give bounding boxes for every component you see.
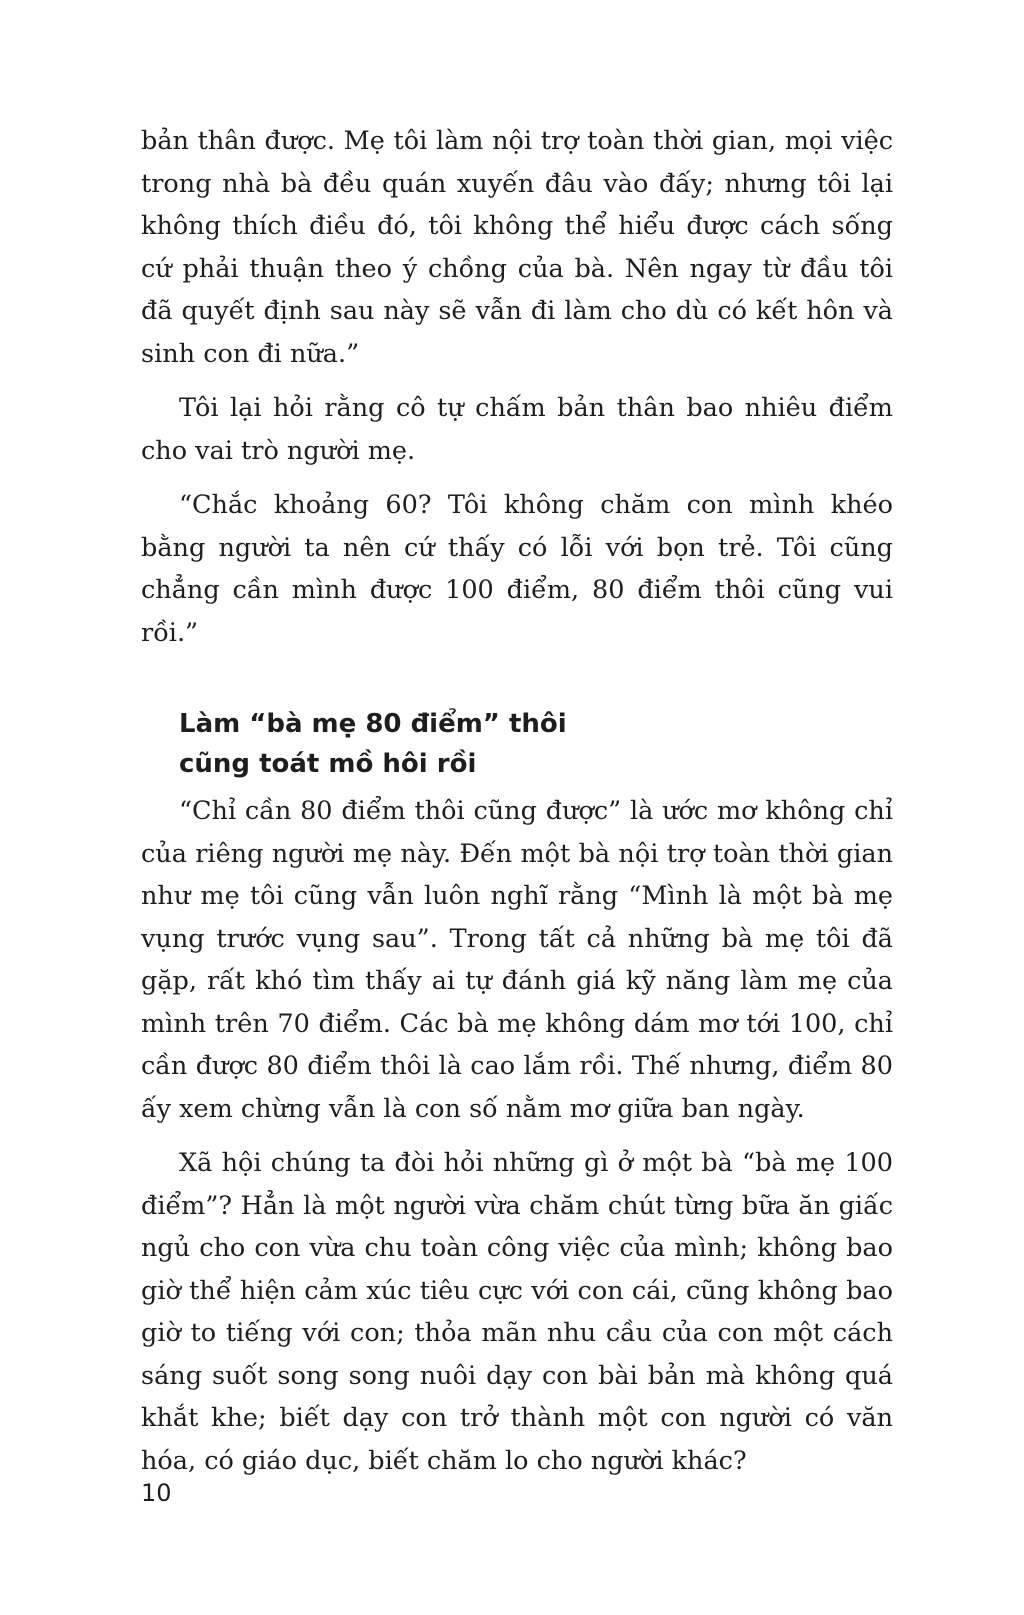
section-heading-line-1: Làm “bà mẹ 80 điểm” thôi — [179, 709, 567, 739]
body-paragraph: Tôi lại hỏi rằng cô tự chấm bản thân bao nhiêu điểm cho vai trò người mẹ. — [141, 393, 893, 466]
section-heading — [179, 704, 893, 784]
body-paragraph: “Chắc khoảng 60? Tôi không chăm con mình khéo bằng người ta nên cứ thấy có lỗi với bọn trẻ. Tôi cũng chẳng cần mình được 100 điểm, 80 điểm thôi cũng vui rồi.” — [141, 490, 893, 648]
page-number: 10 — [141, 1479, 172, 1507]
body-paragraph: Xã hội chúng ta đòi hỏi những gì ở một bà “bà mẹ 100 điểm”? Hẳn là một người vừa chăm chút từng bữa ăn giấc ngủ cho con vừa chu toàn công việc của mình; không bao giờ thể hiện cảm xúc tiêu cực với con cái, cũng không bao giờ to tiếng với con; thỏa mãn nhu cầu của con một cách sáng suốt song song nuôi dạy con bài bản mà không quá khắt khe; biết dạy con trở thành một con người có văn hóa, có giáo dục, biết chăm lo cho người khác? — [141, 1148, 893, 1476]
body-paragraph: bản thân được. Mẹ tôi làm nội trợ toàn thời gian, mọi việc trong nhà bà đều quán xuyến đâu vào đấy; nhưng tôi lại không thích điều đó, tôi không thể hiểu được cách sống cứ phải thuận theo ý chồng của bà. Nên ngay từ đầu tôi đã quyết định sau này sẽ vẫn đi làm cho dù có kết hôn và sinh con đi nữa.” — [141, 126, 893, 369]
section-heading-line-2: cũng toát mồ hôi rồi — [179, 749, 477, 779]
page-body — [141, 120, 893, 1494]
body-paragraph: “Chỉ cần 80 điểm thôi cũng được” là ước mơ không chỉ của riêng người mẹ này. Đến một bà nội trợ toàn thời gian như mẹ tôi cũng vẫn luôn nghĩ rằng “Mình là một bà mẹ vụng trước vụng sau”. Trong tất cả những bà mẹ tôi đã gặp, rất khó tìm thấy ai tự đánh giá kỹ năng làm mẹ của mình trên 70 điểm. Các bà mẹ không dám mơ tới 100, chỉ cần được 80 điểm thôi là cao lắm rồi. Thế nhưng, điểm 80 ấy xem chừng vẫn là con số nằm mơ giữa ban ngày. — [141, 796, 893, 1124]
